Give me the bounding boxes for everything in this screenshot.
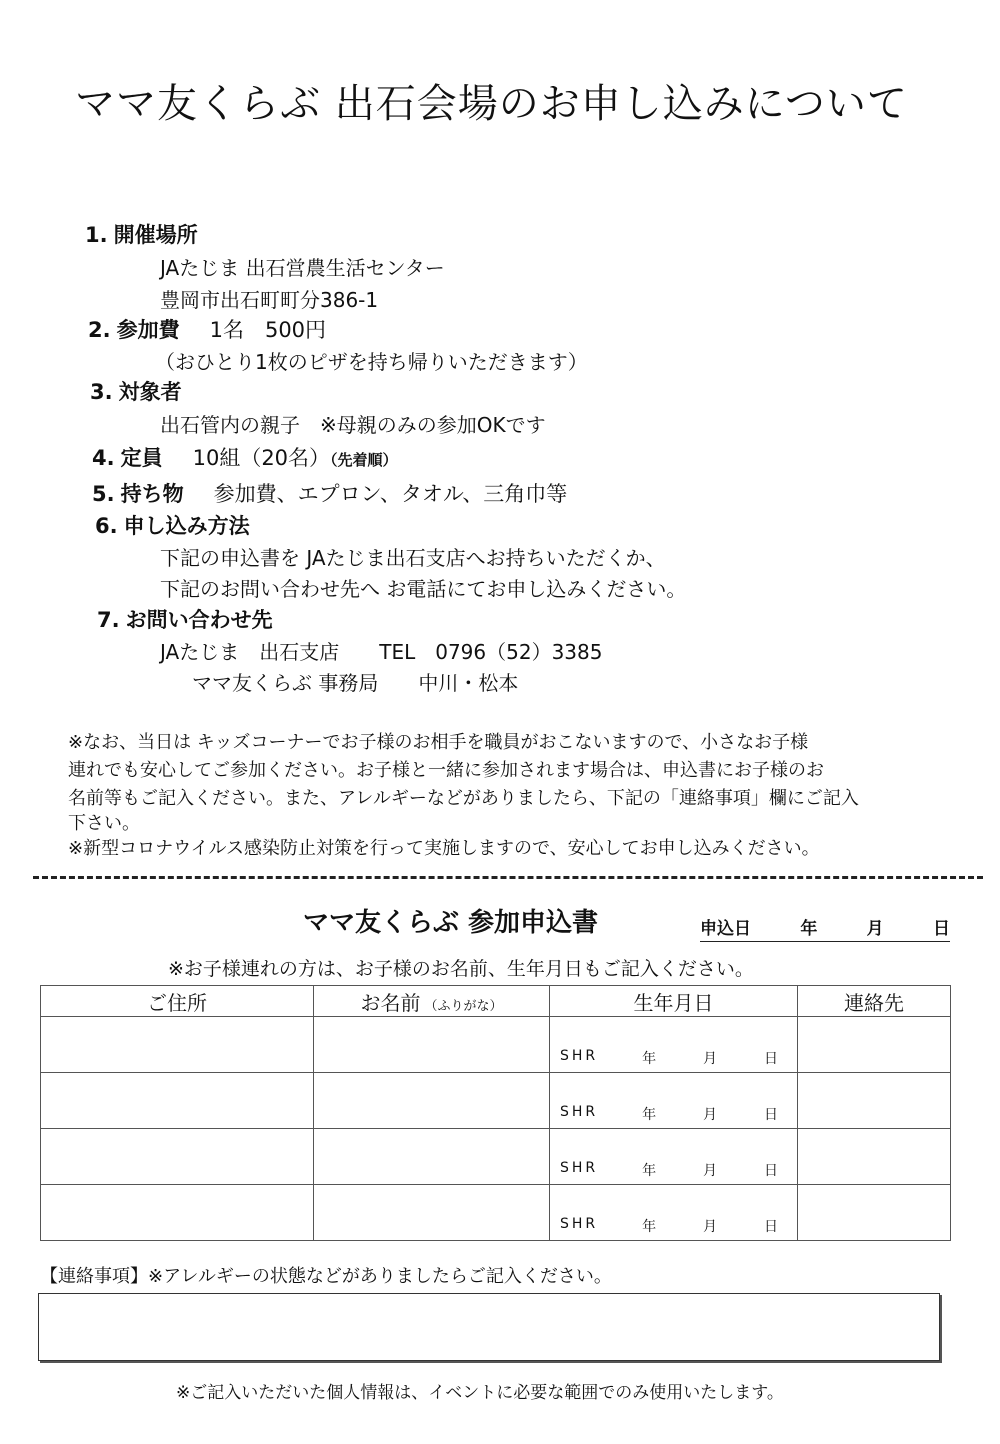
section-number: 7. bbox=[97, 608, 120, 632]
address-cell[interactable] bbox=[41, 1185, 314, 1241]
era-label: SHR bbox=[560, 1048, 599, 1064]
section-heading-belongings bbox=[92, 478, 567, 508]
note-line: ※なお、当日は キッズコーナーでお子様のお相手を職員がおこないますので、小さなお子様 bbox=[68, 732, 809, 753]
section-number: 6. bbox=[95, 514, 118, 538]
section-title: 申し込み方法 bbox=[123, 514, 250, 538]
day-label: 日 bbox=[763, 1163, 781, 1179]
era-label: SHR bbox=[560, 1104, 599, 1120]
day-label: 日 bbox=[763, 1219, 781, 1235]
column-label: 生年月日 bbox=[633, 990, 714, 1015]
contact-cell[interactable] bbox=[798, 1185, 951, 1241]
year-label: 年 bbox=[642, 1163, 660, 1179]
year-label: 年 bbox=[642, 1051, 660, 1067]
contact-phone: JAたじま 出石支店 TEL 0796（52）3385 bbox=[160, 640, 603, 664]
notes-field-label: 【連絡事項】※アレルギーの状態などがありましたらご記入ください。 bbox=[40, 1266, 612, 1287]
column-label: ご住所 bbox=[147, 990, 207, 1015]
column-header-name bbox=[314, 986, 550, 1017]
contact-cell[interactable] bbox=[798, 1129, 951, 1185]
column-header-address bbox=[41, 986, 314, 1017]
name-cell[interactable] bbox=[314, 1073, 550, 1129]
contact-cell[interactable] bbox=[798, 1017, 951, 1073]
month-label: 月 bbox=[703, 1051, 721, 1067]
application-line: 下記の申込書を JAたじま出石支店へお持ちいただくか、 bbox=[160, 546, 666, 570]
section-title: 開催場所 bbox=[113, 223, 198, 247]
date-day-label: 日 bbox=[932, 919, 950, 939]
era-label: SHR bbox=[560, 1160, 599, 1176]
furigana-note: （ふりがな） bbox=[424, 998, 503, 1014]
address-cell[interactable] bbox=[41, 1017, 314, 1073]
cut-line-divider bbox=[33, 876, 983, 879]
section-title: 定員 bbox=[120, 446, 163, 470]
date-year-label: 年 bbox=[800, 919, 818, 939]
month-label: 月 bbox=[703, 1107, 721, 1123]
section-number: 4. bbox=[92, 446, 115, 470]
note-line: 下さい。 bbox=[68, 813, 140, 834]
page-title: ママ友くらぶ 出石会場のお申し込みについて bbox=[75, 81, 908, 127]
application-table bbox=[40, 985, 951, 1241]
section-heading-capacity bbox=[92, 442, 398, 472]
venue-name: JAたじま 出石営農生活センター bbox=[160, 256, 445, 280]
address-cell[interactable] bbox=[41, 1073, 314, 1129]
day-label: 日 bbox=[763, 1107, 781, 1123]
day-label: 日 bbox=[763, 1051, 781, 1067]
section-heading-contact bbox=[97, 604, 273, 634]
belongings-value: 参加費、エプロン、タオル、三角巾等 bbox=[213, 482, 568, 506]
target-value: 出石管内の親子 ※母親のみの参加OKです bbox=[160, 413, 546, 437]
section-title: 持ち物 bbox=[120, 482, 184, 506]
date-label: 申込日 bbox=[700, 919, 751, 939]
section-number: 5. bbox=[92, 482, 115, 506]
dob-cell[interactable] bbox=[550, 1129, 798, 1185]
capacity-value: 10組（20名） bbox=[192, 446, 331, 470]
note-line: ※新型コロナウイルス感染防止対策を行って実施しますので、安心してお申し込みください。 bbox=[68, 838, 820, 859]
note-line: 名前等もご記入ください。また、アレルギーなどがありましたら、下記の「連絡事項」欄にご記入 bbox=[68, 788, 859, 809]
section-number: 1. bbox=[85, 223, 108, 247]
section-title: 参加費 bbox=[116, 318, 180, 342]
name-cell[interactable] bbox=[314, 1185, 550, 1241]
table-row bbox=[41, 1129, 951, 1185]
column-header-contact bbox=[798, 986, 951, 1017]
form-instruction: ※お子様連れの方は、お子様のお名前、生年月日もご記入ください。 bbox=[168, 958, 754, 980]
section-heading-target bbox=[90, 376, 182, 406]
section-title: お問い合わせ先 bbox=[125, 608, 273, 632]
column-header-dob bbox=[550, 986, 798, 1017]
table-header-row bbox=[41, 986, 951, 1017]
month-label: 月 bbox=[703, 1163, 721, 1179]
date-month-label: 月 bbox=[866, 919, 884, 939]
venue-address: 豊岡市出石町町分386-1 bbox=[160, 288, 379, 312]
table-row bbox=[41, 1017, 951, 1073]
fee-value: 1名 500円 bbox=[209, 318, 327, 342]
era-label: SHR bbox=[560, 1216, 599, 1232]
address-cell[interactable] bbox=[41, 1129, 314, 1185]
application-date-field[interactable] bbox=[700, 914, 950, 942]
section-number: 2. bbox=[88, 318, 111, 342]
table-row bbox=[41, 1185, 951, 1241]
capacity-note: （先着順） bbox=[330, 451, 398, 469]
contact-cell[interactable] bbox=[798, 1073, 951, 1129]
section-number: 3. bbox=[90, 380, 113, 404]
section-title: 対象者 bbox=[118, 380, 182, 404]
year-label: 年 bbox=[642, 1107, 660, 1123]
section-heading-application bbox=[95, 510, 250, 540]
privacy-notice: ※ご記入いただいた個人情報は、イベントに必要な範囲でのみ使用いたします。 bbox=[176, 1383, 784, 1403]
name-cell[interactable] bbox=[314, 1017, 550, 1073]
note-line: 連れでも安心してご参加ください。お子様と一緒に参加されます場合は、申込書にお子様のお bbox=[68, 760, 824, 781]
dob-cell[interactable] bbox=[550, 1073, 798, 1129]
application-line: 下記のお問い合わせ先へ お電話にてお申し込みください。 bbox=[160, 577, 687, 601]
dob-cell[interactable] bbox=[550, 1017, 798, 1073]
section-heading-venue bbox=[85, 219, 198, 249]
section-heading-fee bbox=[88, 314, 326, 344]
month-label: 月 bbox=[703, 1219, 721, 1235]
contact-office: ママ友くらぶ 事務局 中川・松本 bbox=[192, 671, 519, 695]
year-label: 年 bbox=[642, 1219, 660, 1235]
notes-field-box[interactable] bbox=[38, 1293, 940, 1361]
name-cell[interactable] bbox=[314, 1129, 550, 1185]
table-row bbox=[41, 1073, 951, 1129]
fee-note: （おひとり1枚のピザを持ち帰りいただきます） bbox=[155, 350, 588, 374]
column-label: 連絡先 bbox=[844, 990, 904, 1015]
column-label: お名前 bbox=[360, 990, 421, 1015]
form-title: ママ友くらぶ 参加申込書 bbox=[303, 908, 599, 938]
dob-cell[interactable] bbox=[550, 1185, 798, 1241]
